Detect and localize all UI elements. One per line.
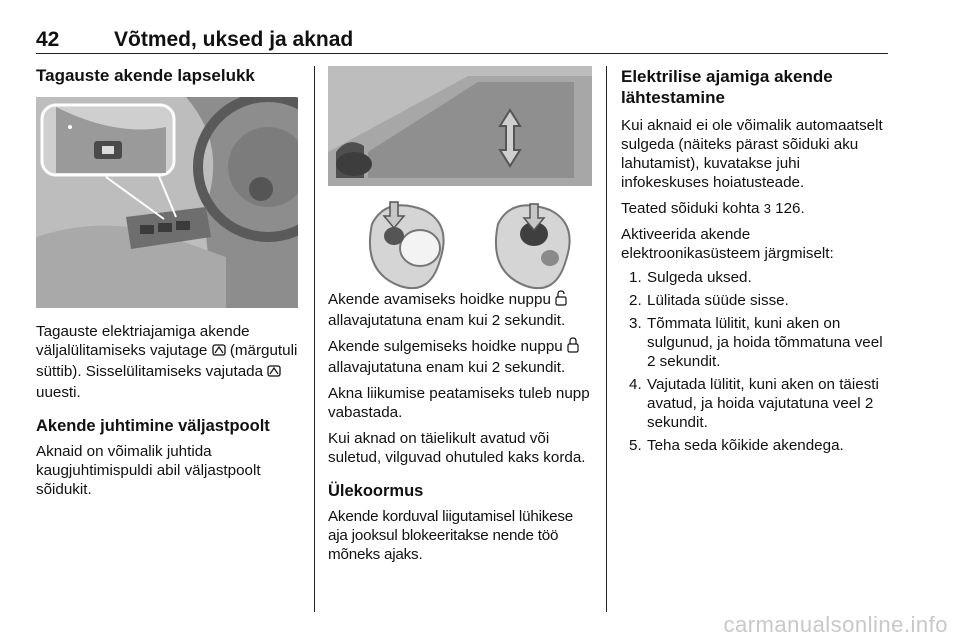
remote-key-drawing [328, 66, 592, 298]
list-item [621, 291, 889, 310]
child-lock-paragraph [36, 322, 300, 402]
open-windows-paragraph [328, 290, 594, 330]
watermark: carmanualsonline.info [723, 612, 948, 637]
overload-paragraph: Akende korduval liigutamisel lühikese aja jooksul blokeeritakse nende töö mõneks ajaks. [328, 508, 574, 563]
reset-steps-list [621, 268, 889, 455]
door-switch-illustration [36, 97, 298, 308]
list-item [621, 268, 889, 287]
overload-heading: Ülekoormus [328, 482, 424, 500]
close-windows-paragraph [328, 337, 594, 377]
key-unlock-icon [555, 290, 567, 311]
left-column-body [36, 322, 300, 499]
child-lock-heading: Tagauste akende lapselukk [36, 66, 255, 85]
step-text: Vajutada lülitit, kuni aken on täiesti avatud, ja hoida vajutatuna veel 2 sekundit. [647, 376, 879, 431]
reset-heading: Elektrilise ajamiga akende lähtestamine [621, 67, 833, 107]
page-number: 42 [36, 28, 60, 51]
key-lock-icon [567, 337, 579, 358]
step-text: Tõmmata lülitit, kuni aken on sulgunud, ja hoida tõmmatuna veel 2 sekundit. [647, 315, 883, 370]
vehicle-messages-page: 126. [770, 200, 805, 217]
open-text-b: allavajutatuna enam kui 2 sekundit. [328, 312, 566, 329]
right-column [621, 66, 889, 455]
stop-movement-paragraph: Akna liikumise peatamiseks tuleb nupp vabastada. [328, 385, 590, 421]
section-title: Võtmed, uksed ja aknad [114, 28, 354, 51]
step-number: 2. [629, 292, 642, 309]
child-lock-window-icon [212, 343, 226, 362]
open-text-a: Akende avamiseks hoidke nuppu [328, 291, 556, 308]
list-item [621, 314, 889, 371]
step-number: 1. [629, 269, 642, 286]
step-text: Teha seda kõikide akendega. [647, 437, 844, 454]
column-divider-left [314, 66, 315, 612]
child-lock-text-c: uuesti. [36, 384, 81, 401]
page-reference-arrow: 3 [763, 201, 771, 216]
vehicle-messages-paragraph [621, 199, 889, 218]
step-text: Sulgeda uksed. [647, 269, 752, 286]
activate-paragraph: Aktiveerida akende elektroonikasüsteem järgmiselt: [621, 226, 834, 262]
reset-intro-paragraph: Kui aknaid ei ole võimalik automaatselt sulgeda (näiteks pärast sõiduki aku lahutamist), kuvatakse juhi infokeskuses hoiatusteade. [621, 117, 883, 191]
remote-key-illustration [328, 66, 592, 298]
step-number: 5. [629, 437, 642, 454]
list-item [621, 375, 889, 432]
child-lock-text-b: (märgutuli süttib). Sisselülitamiseks vajutada [36, 342, 298, 380]
close-text-b: allavajutatuna enam kui 2 sekundit. [328, 359, 566, 376]
close-text-a: Akende sulgemiseks hoidke nuppu [328, 338, 567, 355]
remote-control-heading: Akende juhtimine väljastpoolt [36, 417, 270, 435]
child-lock-window-icon [267, 364, 281, 383]
header-rule [36, 53, 888, 54]
left-column [36, 66, 300, 86]
column-divider-right [606, 66, 607, 612]
vehicle-messages-text: Teated sõiduki kohta [621, 200, 764, 217]
hazard-flash-paragraph: Kui aknad on täielikult avatud või suletud, vilguvad ohutuled kaks korda. [328, 430, 586, 466]
child-lock-text-a: Tagauste elektriajamiga akende väljalülitamiseks vajutage [36, 323, 250, 359]
step-text: Lülitada süüde sisse. [647, 292, 789, 309]
step-number: 3. [629, 315, 642, 332]
middle-column [328, 290, 594, 564]
door-switch-drawing [36, 97, 298, 308]
remote-control-paragraph: Aknaid on võimalik juhtida kaugjuhtimispuldi abil väljastpoolt sõidukit. [36, 443, 261, 498]
step-number: 4. [629, 376, 642, 393]
list-item [621, 436, 889, 455]
